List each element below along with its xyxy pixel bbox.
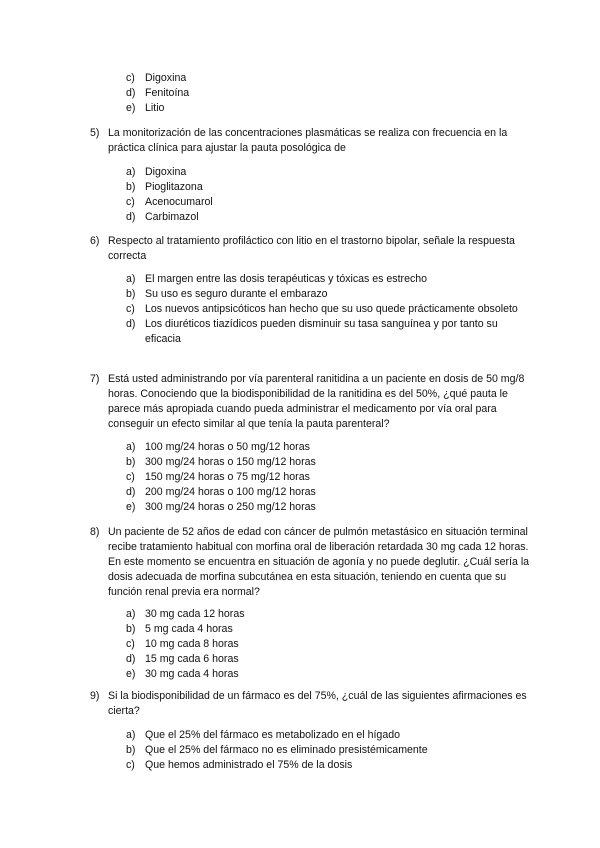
option-text: Los diuréticos tiazídicos pueden disminuir su tasa sanguínea y por tanto su eficacia bbox=[145, 318, 498, 345]
option-item bbox=[0, 470, 525, 485]
option-text: Acenocumarol bbox=[145, 196, 213, 208]
question-text: La monitorización de las concentraciones plasmáticas se realiza con frecuencia en la práctica clínica para ajustar la pauta posológica de bbox=[108, 127, 508, 154]
question-5 bbox=[90, 126, 530, 156]
option-letter: a) bbox=[126, 608, 136, 620]
question-5-options bbox=[0, 165, 600, 225]
option-item bbox=[0, 302, 525, 317]
option-text: Fenitoína bbox=[145, 87, 190, 99]
option-item bbox=[0, 287, 525, 302]
question-6-options bbox=[0, 272, 600, 347]
option-text: Digoxina bbox=[145, 72, 187, 84]
option-letter: a) bbox=[126, 273, 136, 285]
option-letter: d) bbox=[126, 87, 136, 99]
option-item bbox=[0, 485, 525, 500]
option-letter: d) bbox=[126, 318, 136, 330]
option-text: 30 mg cada 12 horas bbox=[145, 608, 245, 620]
question-number: 7) bbox=[90, 373, 100, 385]
question-text: Está usted administrando por vía parenteral ranitidina a un paciente en dosis de 50 mg/8 horas. Conociendo que la biodisponibilidad de la ranitidina es del 50%, ¿qué pauta le parece más apropiada cuando pueda administrar el medicamento por vía oral para conseguir un efecto similar al que tenía la pauta parenteral? bbox=[108, 373, 525, 430]
option-text: 15 mg cada 6 horas bbox=[145, 653, 239, 665]
option-item bbox=[0, 272, 525, 287]
option-letter: b) bbox=[126, 623, 136, 635]
question-9 bbox=[90, 689, 530, 719]
option-item bbox=[0, 667, 525, 682]
question-text: Respecto al tratamiento profiláctico con litio en el trastorno bipolar, señale la respuesta correcta bbox=[108, 235, 515, 262]
option-text: 30 mg cada 4 horas bbox=[145, 668, 239, 680]
question-text: Un paciente de 52 años de edad con cáncer de pulmón metastásico en situación terminal recibe tratamiento habitual con morfina oral de liberación retardada 30 mg cada 12 horas. En este momento se encuentra en situación de agonía y no puede deglutir. ¿Cuál sería la dosis adecuada de morfina subcutánea en esta situación, teniendo en cuenta que su función renal previa era normal? bbox=[108, 526, 530, 598]
option-text: Que el 25% del fármaco es metabolizado en el hígado bbox=[145, 729, 401, 741]
option-letter: c) bbox=[126, 759, 135, 771]
option-letter: c) bbox=[126, 303, 135, 315]
option-text: Pioglitazona bbox=[145, 181, 203, 193]
question-number: 6) bbox=[90, 235, 100, 247]
option-letter: b) bbox=[126, 456, 136, 468]
option-letter: b) bbox=[126, 181, 136, 193]
option-text: 300 mg/24 horas o 150 mg/12 horas bbox=[145, 456, 316, 468]
option-item bbox=[0, 86, 525, 101]
question-9-options bbox=[0, 728, 600, 773]
option-text: Su uso es seguro durante el embarazo bbox=[145, 288, 328, 300]
option-item bbox=[0, 500, 525, 515]
option-item bbox=[0, 607, 525, 622]
option-item bbox=[0, 210, 525, 225]
question-number: 5) bbox=[90, 127, 100, 139]
option-item bbox=[0, 71, 525, 86]
option-text: 150 mg/24 horas o 75 mg/12 horas bbox=[145, 471, 310, 483]
option-letter: e) bbox=[126, 501, 136, 513]
option-item bbox=[0, 195, 525, 210]
option-text: Que el 25% del fármaco no es eliminado presistémicamente bbox=[145, 744, 428, 756]
question-number: 9) bbox=[90, 690, 100, 702]
option-text: 300 mg/24 horas o 250 mg/12 horas bbox=[145, 501, 316, 513]
option-text: 100 mg/24 horas o 50 mg/12 horas bbox=[145, 441, 310, 453]
option-text: El margen entre las dosis terapéuticas y tóxicas es estrecho bbox=[145, 273, 428, 285]
option-letter: a) bbox=[126, 441, 136, 453]
question-6 bbox=[90, 234, 530, 264]
option-text: Los nuevos antipsicóticos han hecho que su uso quede prácticamente obsoleto bbox=[145, 303, 518, 315]
question-7-options bbox=[0, 440, 600, 515]
option-letter: b) bbox=[126, 288, 136, 300]
option-text: 5 mg cada 4 horas bbox=[145, 623, 233, 635]
option-item bbox=[0, 317, 525, 347]
option-item bbox=[0, 652, 525, 667]
question-text: Si la biodisponibilidad de un fármaco es del 75%, ¿cuál de las siguientes afirmaciones es cierta? bbox=[108, 690, 527, 717]
question-7 bbox=[90, 372, 530, 432]
option-letter: c) bbox=[126, 72, 135, 84]
option-text: Que hemos administrado el 75% de la dosis bbox=[145, 759, 353, 771]
option-text: Digoxina bbox=[145, 166, 187, 178]
option-letter: c) bbox=[126, 471, 135, 483]
question-number: 8) bbox=[90, 526, 100, 538]
option-item bbox=[0, 455, 525, 470]
option-letter: c) bbox=[126, 196, 135, 208]
option-item bbox=[0, 758, 525, 773]
question-8-options bbox=[0, 607, 600, 682]
option-item bbox=[0, 728, 525, 743]
option-letter: d) bbox=[126, 653, 136, 665]
option-letter: c) bbox=[126, 638, 135, 650]
option-text: 200 mg/24 horas o 100 mg/12 horas bbox=[145, 486, 316, 498]
option-item bbox=[0, 180, 525, 195]
option-item bbox=[0, 622, 525, 637]
question-8 bbox=[90, 525, 530, 600]
option-letter: e) bbox=[126, 102, 136, 114]
option-text: Carbimazol bbox=[145, 211, 199, 223]
option-item bbox=[0, 101, 525, 116]
intro-option-list bbox=[0, 71, 600, 116]
option-letter: d) bbox=[126, 211, 136, 223]
option-item bbox=[0, 440, 525, 455]
option-text: Litio bbox=[145, 102, 165, 114]
option-letter: a) bbox=[126, 166, 136, 178]
option-letter: d) bbox=[126, 486, 136, 498]
option-letter: e) bbox=[126, 668, 136, 680]
option-item bbox=[0, 637, 525, 652]
option-letter: b) bbox=[126, 744, 136, 756]
option-letter: a) bbox=[126, 729, 136, 741]
option-item bbox=[0, 165, 525, 180]
option-text: 10 mg cada 8 horas bbox=[145, 638, 239, 650]
option-item bbox=[0, 743, 525, 758]
